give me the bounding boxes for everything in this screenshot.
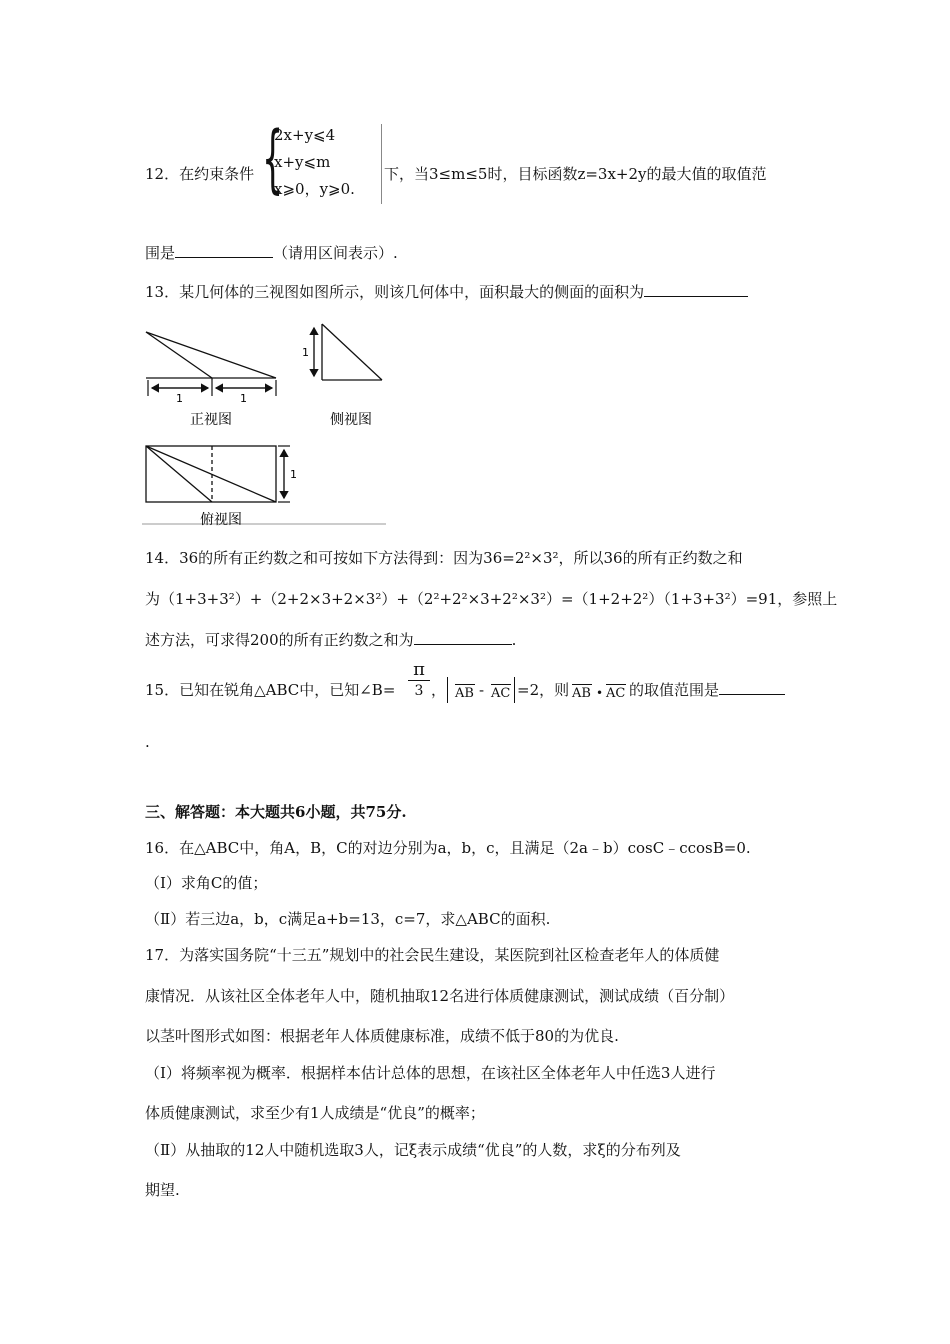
top-dim-label: 1 bbox=[290, 468, 297, 481]
q14-answer-blank[interactable] bbox=[414, 630, 512, 645]
q15-suffix: 的取值范围是 bbox=[629, 681, 720, 699]
vector-ab-arrow-icon bbox=[455, 684, 475, 685]
left-brace-icon: { bbox=[262, 116, 284, 202]
front-view-label: 正视图 bbox=[190, 412, 232, 428]
q16-part2: （Ⅱ）若三边a，b，c满足a+b=13，c=7，求△ABC的面积. bbox=[145, 910, 551, 928]
q15-eq2: =2，则 bbox=[517, 681, 570, 699]
vector-ab-2: AB bbox=[572, 686, 591, 701]
vector-ac-arrow-icon bbox=[491, 684, 511, 685]
dot-operator: • bbox=[596, 686, 604, 700]
q13-line bbox=[145, 282, 748, 302]
q12-answer-blank[interactable] bbox=[175, 243, 273, 258]
q13-text: 13．某几何体的三视图如图所示，则该几何体中，面积最大的侧面的面积为 bbox=[145, 283, 645, 301]
front-dim-label-1: 1 bbox=[176, 392, 183, 405]
vector-ac-2: AC bbox=[606, 686, 626, 701]
top-view-label: 俯视图 bbox=[200, 512, 242, 528]
q15-suffix-wrap bbox=[629, 680, 785, 700]
q14-line2: 为（1+3+3²）+（2+2×3+2×3²）+（2²+2²×3+2²×3²）=（1+2+2²）（1+3+3²）=91，参照上 bbox=[145, 590, 838, 608]
q17-part2a: （Ⅱ）从抽取的12人中随机选取3人，记ξ表示成绩“优良”的人数，求ξ的分布列及 bbox=[145, 1141, 681, 1159]
q12-line1 bbox=[145, 164, 254, 184]
q14-line3-suffix: . bbox=[511, 631, 517, 649]
front-dim-label-2: 1 bbox=[240, 392, 247, 405]
q12-suffix: 下，当3≤m≤5时，目标函数z=3x+2y的最大值的取值范 bbox=[384, 165, 767, 183]
top-dimension bbox=[278, 446, 290, 502]
side-view-label: 侧视图 bbox=[330, 412, 372, 428]
q15-period: . bbox=[145, 733, 150, 751]
q17-line2: 康情况．从该社区全体老年人中，随机抽取12名进行体质健康测试，测试成绩（百分制） bbox=[145, 987, 735, 1005]
q13-answer-blank[interactable] bbox=[644, 282, 748, 297]
q12-line2-prefix: 围是 bbox=[145, 244, 176, 262]
q15-answer-blank[interactable] bbox=[719, 680, 785, 695]
pi-over-3-fraction bbox=[408, 660, 430, 701]
side-view bbox=[322, 324, 382, 380]
constraint-2: x+y⩽m bbox=[274, 153, 331, 171]
front-dimension bbox=[148, 380, 276, 396]
q17-part2b: 期望. bbox=[145, 1181, 180, 1199]
vector-ac: AC bbox=[491, 686, 511, 701]
q12-constraint-system bbox=[262, 116, 382, 204]
fraction-denominator: 3 bbox=[408, 680, 430, 701]
side-dim-label: 1 bbox=[302, 346, 309, 359]
top-view bbox=[146, 446, 276, 502]
q12-prefix: 12．在约束条件 bbox=[145, 165, 255, 183]
q17-part1b: 体质健康测试，求至少有1人成绩是“优良”的概率； bbox=[145, 1104, 485, 1122]
vector-ab-2-arrow-icon bbox=[572, 684, 592, 685]
q15-comma: ， bbox=[431, 681, 447, 699]
three-view-figure bbox=[140, 318, 390, 530]
q12-line2 bbox=[145, 243, 398, 263]
constraint-1: 2x+y⩽4 bbox=[274, 126, 336, 144]
q12-line2-suffix: （请用区间表示）. bbox=[273, 244, 398, 262]
q17-line1: 17．为落实国务院“十三五”规划中的社会民生建设，某医院到社区检查老年人的体质健 bbox=[145, 946, 720, 964]
abs-bar-right bbox=[514, 677, 515, 703]
fraction-numerator: π bbox=[413, 659, 425, 680]
q15-minus: - bbox=[479, 681, 485, 699]
q16-line1: 16．在△ABC中，角A，B，C的对边分别为a，b，c，且满足（2a﹣b）cosC﹣ccosB=0. bbox=[145, 839, 751, 857]
q14-line3-prefix: 述方法，可求得200的所有正约数之和为 bbox=[145, 631, 414, 649]
q16-part1: （Ⅰ）求角C的值； bbox=[145, 874, 268, 892]
abs-bar-left bbox=[447, 677, 448, 703]
vector-ab: AB bbox=[455, 686, 474, 701]
q17-part1a: （Ⅰ）将频率视为概率．根据样本估计总体的思想，在该社区全体老年人中任选3人进行 bbox=[145, 1064, 716, 1082]
front-view bbox=[146, 332, 276, 380]
q14-line1: 14．36的所有正约数之和可按如下方法得到：因为36=2²×3²，所以36的所有正约数之和 bbox=[145, 549, 743, 567]
q14-line3 bbox=[145, 630, 516, 650]
section3-heading: 三、解答题：本大题共6小题，共75分. bbox=[145, 803, 407, 821]
q15-prefix: 15．已知在锐角△ABC中，已知∠B= bbox=[145, 681, 396, 699]
constraint-3: x⩾0，y⩾0. bbox=[274, 180, 355, 198]
constraint-bar bbox=[381, 124, 382, 204]
q17-line3: 以茎叶图形式如图：根据老年人体质健康标准，成绩不低于80的为优良. bbox=[145, 1027, 619, 1045]
vector-ac-2-arrow-icon bbox=[606, 684, 626, 685]
